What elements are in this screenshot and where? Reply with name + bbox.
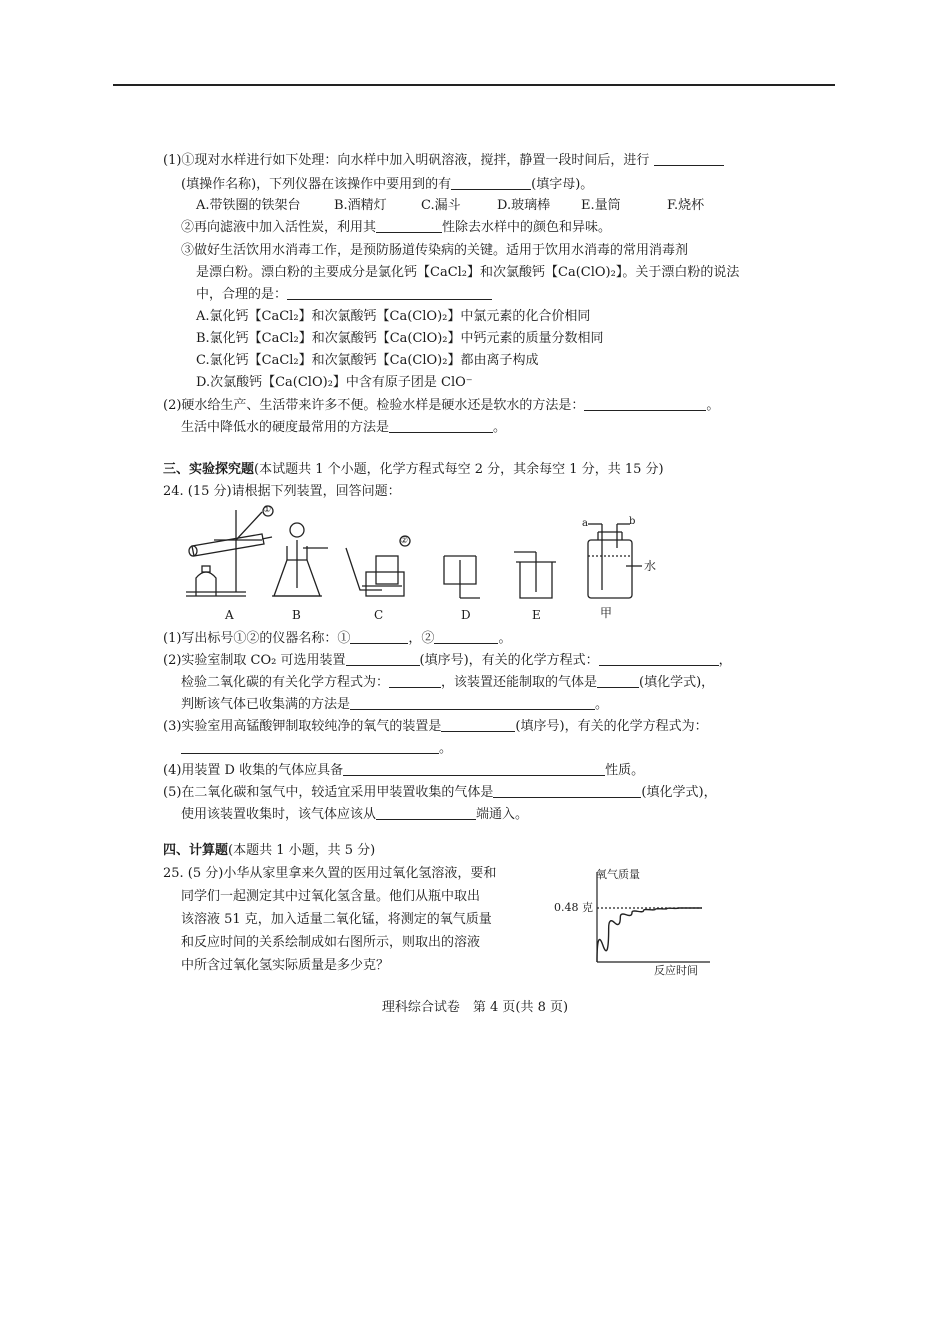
- q24-part5-line2: 使用该装置收集时，该气体应该从 端通入。: [181, 807, 529, 822]
- page-footer: 理科综合试卷 第 4 页(共 8 页): [381, 1000, 569, 1015]
- q24-part3-line2: 。: [181, 741, 452, 757]
- answer-blank[interactable]: [376, 807, 476, 820]
- q2-line1: (2)硬水给生产、生活带来许多不便。检验水样是硬水还是软水的方法是： 。: [163, 398, 720, 413]
- q24-part2-line2: 检验二氧化碳的有关化学方程式为： ，该装置还能制取的气体是 (填化学式)，: [181, 675, 715, 690]
- answer-blank[interactable]: [350, 697, 595, 710]
- marker-2: ②: [400, 536, 409, 546]
- x-axis-label: 反应时间: [654, 964, 698, 977]
- apparatus-label: B: [292, 608, 301, 622]
- q1-option-d: D.玻璃棒: [497, 198, 551, 213]
- apparatus-label: D: [461, 608, 471, 622]
- apparatus-a: [186, 506, 273, 596]
- q1-line1: (1)①现对水样进行如下处理：向水样中加入明矾溶液，搅拌，静置一段时间后，进行: [163, 153, 724, 169]
- y-marker-label: 0.48 克: [554, 901, 593, 914]
- answer-blank[interactable]: [599, 653, 719, 666]
- q1-choice-b: B.氯化钙【CaCl₂】和次氯酸钙【Ca(ClO)₂】中钙元素的质量分数相同: [196, 331, 604, 346]
- q1-choice-d: D.次氯酸钙【Ca(ClO)₂】中含有原子团是 ClO⁻: [196, 375, 473, 390]
- apparatus-figure: [0, 0, 950, 640]
- q1-line6: 是漂白粉。漂白粉的主要成分是氯化钙【CaCl₂】和次氯酸钙【Ca(ClO)₂】。关于漂白粉的说法: [196, 265, 740, 280]
- q25-line4: 和反应时间的关系绘制成如右图所示，则取出的溶液: [181, 935, 481, 950]
- answer-blank[interactable]: [350, 631, 408, 644]
- apparatus-e: [514, 552, 556, 598]
- q1-option-e: E.量筒: [581, 198, 621, 213]
- q24-part3-line1: (3)实验室用高锰酸钾制取较纯净的氧气的装置是 (填序号)，有关的化学方程式为：: [163, 719, 708, 734]
- q1-line7: 中，合理的是：: [196, 287, 492, 303]
- answer-blank[interactable]: [597, 675, 639, 688]
- marker-1: ①: [263, 505, 272, 515]
- q1-choice-a: A.氯化钙【CaCl₂】和次氯酸钙【Ca(ClO)₂】中氯元素的化合价相同: [196, 309, 591, 324]
- q2-line2: 生活中降低水的硬度最常用的方法是 。: [181, 420, 507, 435]
- q24-part4: (4)用装置 D 收集的气体应具备 性质。: [163, 763, 645, 778]
- q1-option-a: A.带铁圈的铁架台: [196, 198, 301, 213]
- q1-choice-c: C.氯化钙【CaCl₂】和次氯酸钙【Ca(ClO)₂】都由离子构成: [196, 353, 539, 368]
- q24-intro: 24. (15 分)请根据下列装置，回答问题：: [163, 484, 401, 499]
- apparatus-label: 甲: [600, 606, 613, 620]
- q1-option-c: C.漏斗: [421, 198, 461, 213]
- apparatus-jia: [588, 524, 642, 598]
- apparatus-d: [444, 556, 480, 598]
- answer-blank[interactable]: [181, 741, 439, 754]
- answer-blank[interactable]: [434, 631, 498, 644]
- q24-part1: (1)写出标号①②的仪器名称：① ，② 。: [163, 631, 512, 646]
- section-4-heading: 四、计算题(本题共 1 小题，共 5 分): [163, 843, 376, 858]
- section-3-heading: 三、实验探究题(本试题共 1 个小题，化学方程式每空 2 分，其余每空 1 分，共 15 分): [163, 462, 664, 477]
- apparatus-label: C: [374, 608, 384, 622]
- answer-blank[interactable]: [493, 785, 641, 798]
- q25-line3: 该溶液 51 克，加入适量二氧化锰，将测定的氧气质量: [181, 912, 492, 927]
- y-axis-label: 氧气质量: [596, 868, 640, 881]
- q1-line5: ③做好生活饮用水消毒工作，是预防肠道传染病的关键。适用于饮用水消毒的常用消毒剂: [181, 243, 689, 258]
- q24-part5-line1: (5)在二氧化碳和氢气中，较适宜采用甲装置收集的气体是 (填化学式)，: [163, 785, 717, 800]
- port-b-label: b: [629, 516, 636, 527]
- q25-line1: 25. (5 分)小华从家里拿来久置的医用过氧化氢溶液，要和: [163, 866, 497, 881]
- q1-option-f: F.烧杯: [667, 198, 705, 213]
- apparatus-b: [272, 523, 328, 596]
- answer-blank[interactable]: [389, 675, 441, 688]
- q25-line5: 中所含过氧化氢实际质量是多少克？: [181, 958, 390, 973]
- q1-line2: (填操作名称)，下列仪器在该操作中要用到的有 (填字母)。: [181, 177, 594, 192]
- q24-part2-line3: 判断该气体已收集满的方法是 。: [181, 697, 609, 712]
- apparatus-label: E: [532, 608, 541, 622]
- water-label: 水: [644, 559, 657, 573]
- q24-part2-line1: (2)实验室制取 CO₂ 可选用装置 (填序号)，有关的化学方程式： ，: [163, 653, 732, 668]
- q25-line2: 同学们一起测定其中过氧化氢含量。他们从瓶中取出: [181, 889, 481, 904]
- q1-line4: ②再向滤液中加入活性炭，利用其 性除去水样中的颜色和异味。: [181, 220, 612, 235]
- series-line: [597, 908, 702, 962]
- q1-option-b: B.酒精灯: [334, 198, 387, 213]
- port-a-label: a: [582, 518, 588, 529]
- answer-blank[interactable]: [343, 763, 605, 776]
- answer-blank[interactable]: [441, 719, 515, 732]
- apparatus-label: A: [225, 608, 234, 622]
- answer-blank[interactable]: [346, 653, 420, 666]
